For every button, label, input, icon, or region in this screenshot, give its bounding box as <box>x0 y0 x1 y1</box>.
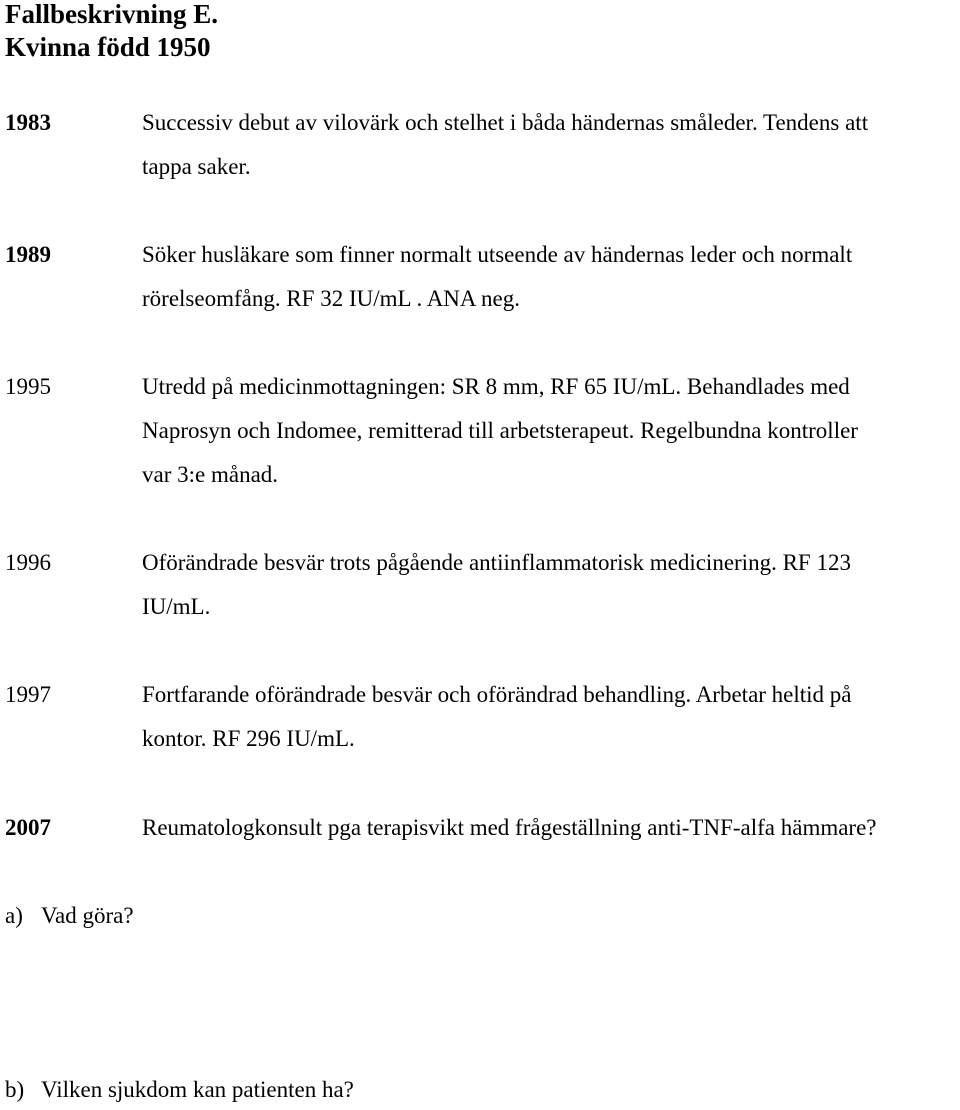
entry-text <box>142 101 954 189</box>
entry-text <box>142 673 954 761</box>
entry-text-line: kontor. RF 296 IU/mL. <box>142 726 355 751</box>
entry-year: 1997 <box>5 682 51 707</box>
entry-year: 1983 <box>5 110 51 135</box>
entry-text-line: Oförändrade besvär trots pågående antiinflammatorisk medicinering. RF 123 <box>142 550 851 575</box>
entry-text-line: Utredd på medicinmottagningen: SR 8 mm, RF 65 IU/mL. Behandlades med <box>142 374 850 399</box>
entry-text <box>142 233 954 321</box>
entry-text <box>142 541 954 629</box>
entry-text-line: Reumatologkonsult pga terapisvikt med frågeställning anti-TNF-alfa hämmare? <box>142 815 877 840</box>
entry-text <box>142 806 954 850</box>
entry-text-line: var 3:e månad. <box>142 462 279 487</box>
entry-year: 1995 <box>5 374 51 399</box>
question-label: a) <box>5 903 23 928</box>
entry-year: 1989 <box>5 242 51 267</box>
document-subtitle: Kvinna född 1950 <box>5 32 211 62</box>
question-a <box>5 896 134 936</box>
entry-text-line: rörelseomfång. RF 32 IU/mL . ANA neg. <box>142 286 520 311</box>
document-title: Fallbeskrivning E. <box>5 0 219 29</box>
entry-text-line: tappa saker. <box>142 154 251 179</box>
entry-year: 2007 <box>5 815 51 840</box>
entry-text-line: Successiv debut av vilovärk och stelhet i båda händernas småleder. Tendens att <box>142 110 869 135</box>
question-text: Vilken sjukdom kan patienten ha? <box>41 1077 354 1102</box>
entry-year: 1996 <box>5 550 51 575</box>
entry-text-line: Söker husläkare som finner normalt utseende av händernas leder och normalt <box>142 242 853 267</box>
question-label: b) <box>5 1077 25 1102</box>
question-text: Vad göra? <box>41 903 134 928</box>
entry-text <box>142 365 954 497</box>
question-b <box>5 1070 354 1110</box>
entry-text-line: IU/mL. <box>142 594 211 619</box>
entry-text-line: Naprosyn och Indomee, remitterad till arbetsterapeut. Regelbundna kontroller <box>142 418 858 443</box>
entry-text-line: Fortfarande oförändrade besvär och oförändrad behandling. Arbetar heltid på <box>142 682 852 707</box>
